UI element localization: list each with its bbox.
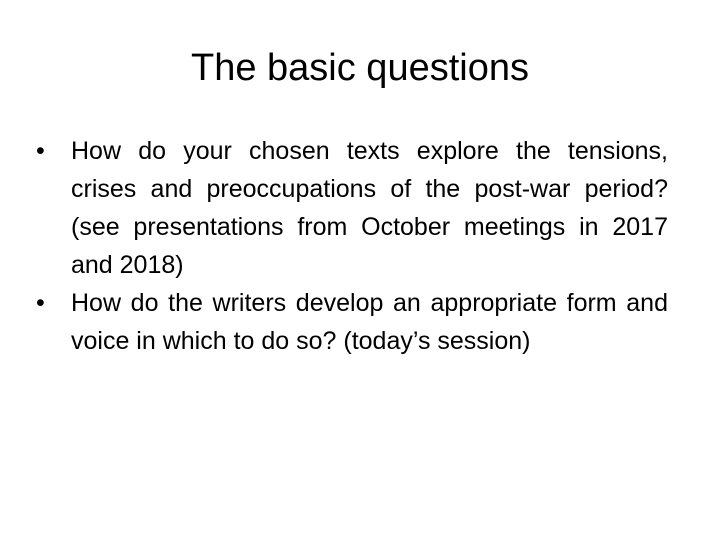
bullet-item-2 bbox=[36, 284, 668, 360]
bullet-text: How do the writers develop an appropriate form and voice in which to do so? (today’s session) bbox=[71, 289, 668, 355]
bullet-text: How do your chosen texts explore the tensions, crises and preoccupations of the post-war period? (see presentations from October meetings in 2017 and 2018) bbox=[71, 137, 668, 279]
slide-title: The basic questions bbox=[191, 47, 529, 89]
bullet-icon: • bbox=[36, 289, 45, 317]
bullet-list bbox=[36, 132, 668, 360]
bullet-item-1 bbox=[36, 132, 668, 284]
bullet-icon: • bbox=[36, 137, 45, 165]
